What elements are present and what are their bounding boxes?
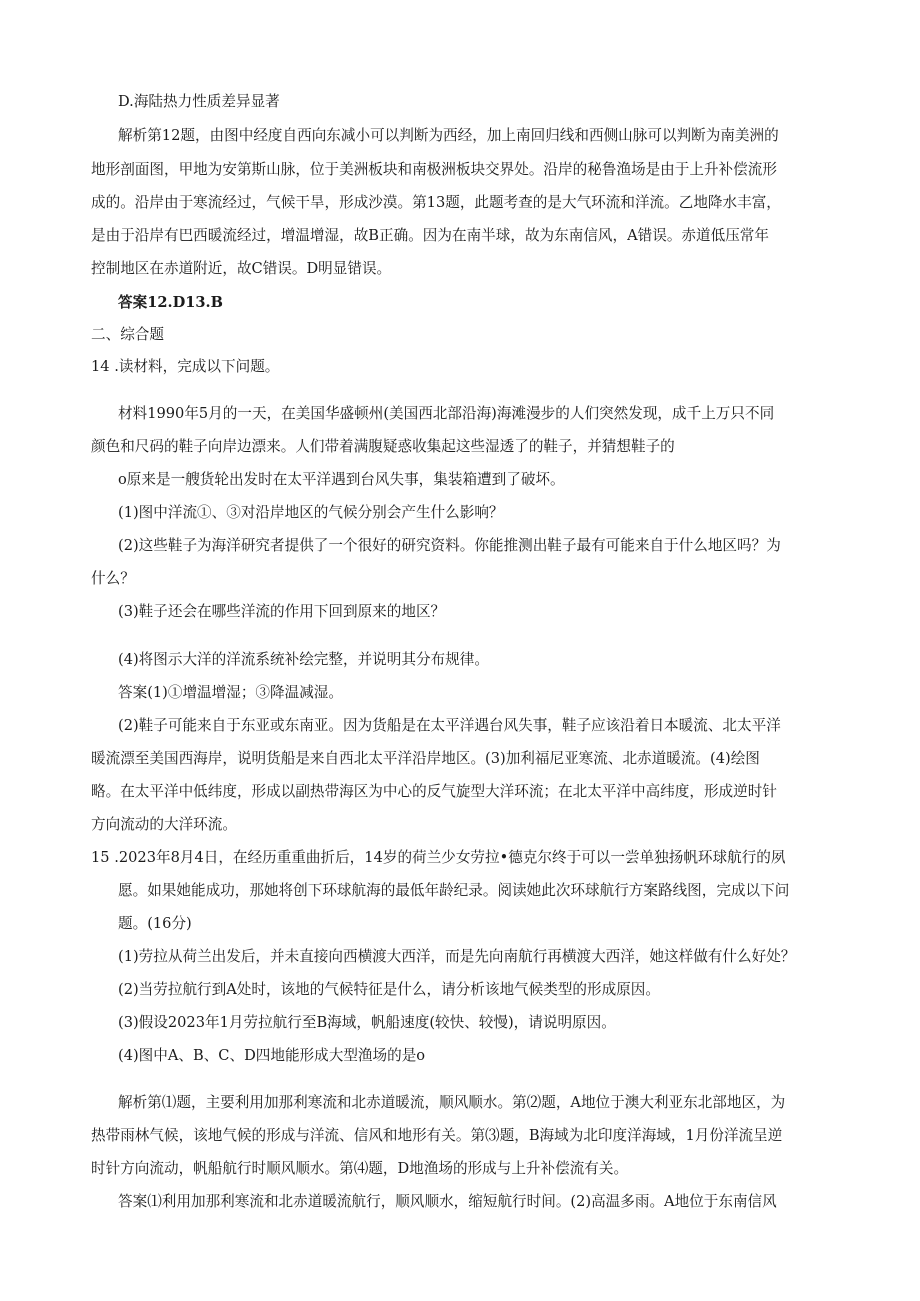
q14-sub-1: (1)图中洋流①、③对沿岸地区的气候分别会产生什么影响？ xyxy=(118,504,504,521)
analysis-12-line-2: 地形剖面图，甲地为安第斯山脉，位于美洲板块和南极洲板块交界处。沿岸的秘鲁渔场是由于上升补偿流形 xyxy=(91,161,777,178)
analysis-13-line-1: 是由于沿岸有巴西暖流经过，增温增湿，故B正确。因为在南半球，故为东南信风，A错误。赤道低压常年 xyxy=(91,227,769,244)
analysis-13-line-2: 控制地区在赤道附近，故C错误。D明显错误。 xyxy=(91,260,392,277)
analysis-15-line-2: 热带雨林气候，该地气候的形成与洋流、信风和地形有关。第⑶题，B海域为北印度洋海域，1月份洋流呈逆 xyxy=(91,1127,783,1144)
analysis-12-line-1: 解析第12题，由图中经度自西向东减小可以判断为西经，加上南回归线和西侧山脉可以判断为南美洲的 xyxy=(118,127,779,144)
question-14-prompt: 14 .读材料，完成以下问题。 xyxy=(91,358,280,375)
material-line-2: 颜色和尺码的鞋子向岸边漂来。人们带着满腹疑惑收集起这些湿透了的鞋子，并猜想鞋子的 xyxy=(91,438,675,455)
q14-sub-2-line-1: (2)这些鞋子为海洋研究者提供了一个很好的研究资料。你能推测出鞋子最有可能来自于什么地区吗？为 xyxy=(118,537,781,554)
answer-14-line-4: 略。在太平洋中低纬度，形成以副热带海区为中心的反气旋型大洋环流；在北太平洋中高纬度，形成逆时针 xyxy=(91,783,777,800)
q15-sub-3: (3)假设2023年1月劳拉航行至B海域，帆船速度(较快、较慢)，请说明原因。 xyxy=(118,1014,616,1031)
option-d-line: D.海陆热力性质差异显著 xyxy=(118,93,280,110)
q15-sub-1: (1)劳拉从荷兰出发后，并未直接向西横渡大西洋，而是先向南航行再横渡大西洋，她这样做有什么好处？ xyxy=(118,948,796,965)
analysis-12-line-3: 成的。沿岸由于寒流经过，气候干旱，形成沙漠。第13题，此题考查的是大气环流和洋流。乙地降水丰富， xyxy=(91,194,781,211)
material-line-1: 材料1990年5月的一天，在美国华盛顿州(美国西北部沿海)海滩漫步的人们突然发现，成千上万只不同 xyxy=(118,405,775,422)
material-line-3: o原来是一艘货轮出发时在太平洋遇到台风失事，集装箱遭到了破坏。 xyxy=(118,471,565,488)
answer-15-line-1: 答案⑴利用加那利寒流和北赤道暖流航行，顺风顺水，缩短航行时间。(2)高温多雨。A地位于东南信风 xyxy=(118,1193,777,1210)
q14-sub-3: (3)鞋子还会在哪些洋流的作用下回到原来的地区？ xyxy=(118,603,446,620)
q15-sub-2: (2)当劳拉航行到A处时，该地的气候特征是什么，请分析该地气候类型的形成原因。 xyxy=(118,981,660,998)
section-heading: 二、综合题 xyxy=(91,326,164,343)
answer-12-13: 答案12.D13.B xyxy=(118,294,223,311)
analysis-15-line-1: 解析第⑴题，主要利用加那利寒流和北赤道暖流，顺风顺水。第⑵题，A地位于澳大利亚东北部地区，为 xyxy=(118,1094,786,1111)
answer-14-line-1: 答案(1)①增温增湿；③降温减湿。 xyxy=(118,684,343,701)
question-15-line-3: 题。(16分) xyxy=(118,915,192,932)
answer-14-line-2: (2)鞋子可能来自于东亚或东南亚。因为货船是在太平洋遇台风失事，鞋子应该沿着日本暖流、北太平洋 xyxy=(118,717,781,734)
q15-sub-4: (4)图中A、B、C、D四地能形成大型渔场的是o xyxy=(118,1047,426,1064)
question-15-line-2: 愿。如果她能成功，那她将创下环球航海的最低年龄纪录。阅读她此次环球航行方案路线图，完成以下问 xyxy=(118,882,790,899)
answer-14-line-5: 方向流动的大洋环流。 xyxy=(91,816,237,833)
answer-14-line-3: 暖流漂至美国西海岸，说明货船是来自西北太平洋沿岸地区。(3)加利福尼亚寒流、北赤道暖流。(4)绘图 xyxy=(91,750,760,767)
q14-sub-4: (4)将图示大洋的洋流系统补绘完整，并说明其分布规律。 xyxy=(118,651,489,668)
question-15-line-1: 15 .2023年8月4日，在经历重重曲折后，14岁的荷兰少女劳拉•德克尔终于可以一尝单独扬帆环球航行的夙 xyxy=(91,849,786,866)
q14-sub-2-line-2: 什么？ xyxy=(91,570,135,587)
analysis-15-line-3: 时针方向流动，帆船航行时顺风顺水。第⑷题，D地渔场的形成与上升补偿流有关。 xyxy=(91,1160,629,1177)
